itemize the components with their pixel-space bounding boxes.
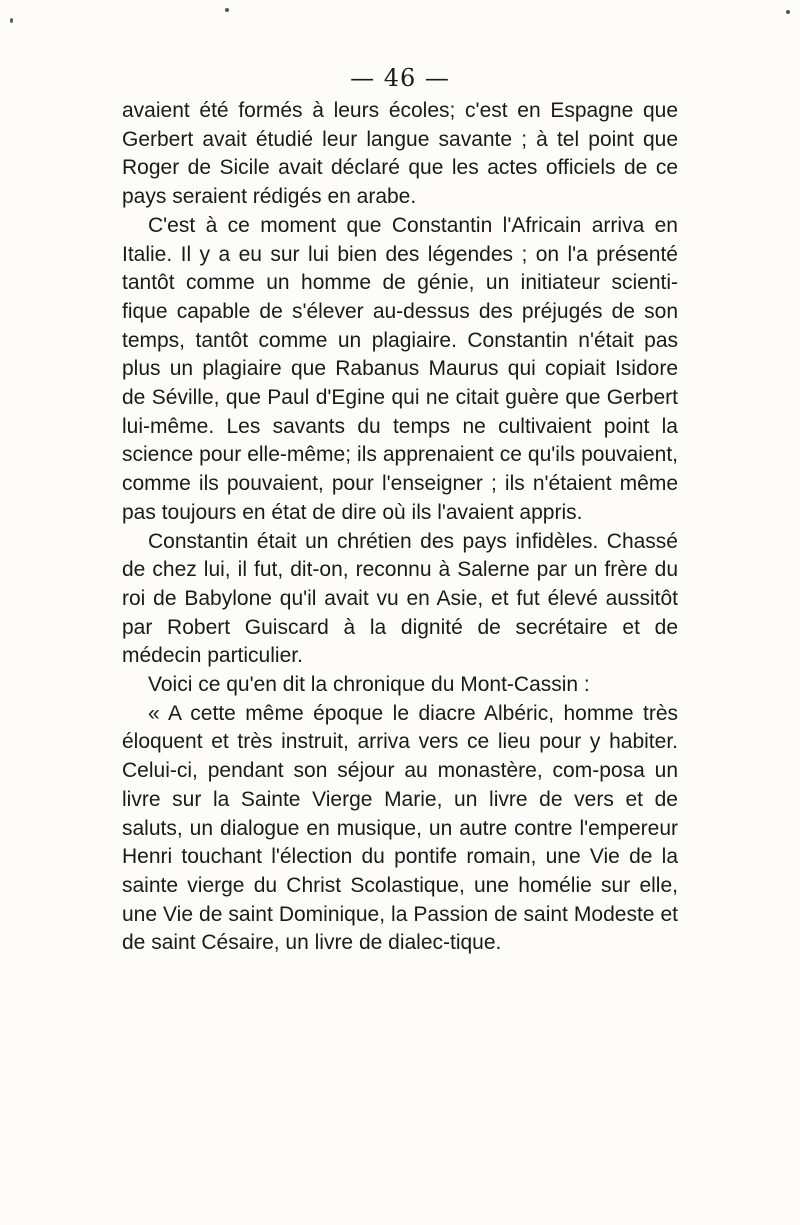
ink-speck xyxy=(786,10,790,14)
paragraph: « A cette même époque le diacre Albéric, homme très éloquent et très instruit, arriva vers ce lieu pour y habiter. Celui-ci, pendant son séjour au monastère, com-posa un livre sur la Sainte Vierge Marie, un livre de vers et de saluts, un dialogue en musique, un autre contre l'empereur Henri touchant l'élection du pontife romain, une Vie de la sainte vierge du Christ Scolastique, une homélie sur elle, une Vie de saint Dominique, la Passion de saint Modeste et de saint Césaire, un livre de dialec-tique. xyxy=(122,701,678,955)
ink-speck xyxy=(225,8,229,12)
paragraph: Constantin était un chrétien des pays infidèles. Chassé de chez lui, il fut, dit-on, reconnu à Salerne par un frère du roi de Babylone qu'il avait vu en Asie, et fut élevé aussitôt par Robert Guiscard à la dignité de secrétaire et de médecin particulier. xyxy=(122,529,678,668)
paragraph: C'est à ce moment que Constantin l'Africain arriva en Italie. Il y a eu sur lui bien des légendes ; on l'a présenté tantôt comme un homme de génie, un initiateur scienti-fique capable de s'élever au-dessus des préjugés de son temps, tantôt comme un plagiaire. Constantin n'était pas plus un plagiaire que Rabanus Maurus qui copiait Isidore de Séville, que Paul d'Egine qui ne citait guère que Gerbert lui-même. Les savants du temps ne cultivaient point la science pour elle-même; ils apprenaient ce qu'ils pouvaient, comme ils pouvaient, pour l'enseigner ; ils n'étaient même pas toujours en état de dire où ils l'avaient appris. xyxy=(122,213,678,524)
paragraph: Voici ce qu'en dit la chronique du Mont-Cassin : xyxy=(148,673,590,697)
page-number: — 46 — xyxy=(350,64,450,92)
body-text xyxy=(122,97,678,958)
paragraph: avaient été formés à leurs écoles; c'est en Espagne que Gerbert avait étudié leur langue savante ; à tel point que Roger de Sicile avait déclaré que les actes officiels de ce pays seraient rédigés en arabe. xyxy=(122,99,678,209)
ink-speck xyxy=(10,18,13,23)
